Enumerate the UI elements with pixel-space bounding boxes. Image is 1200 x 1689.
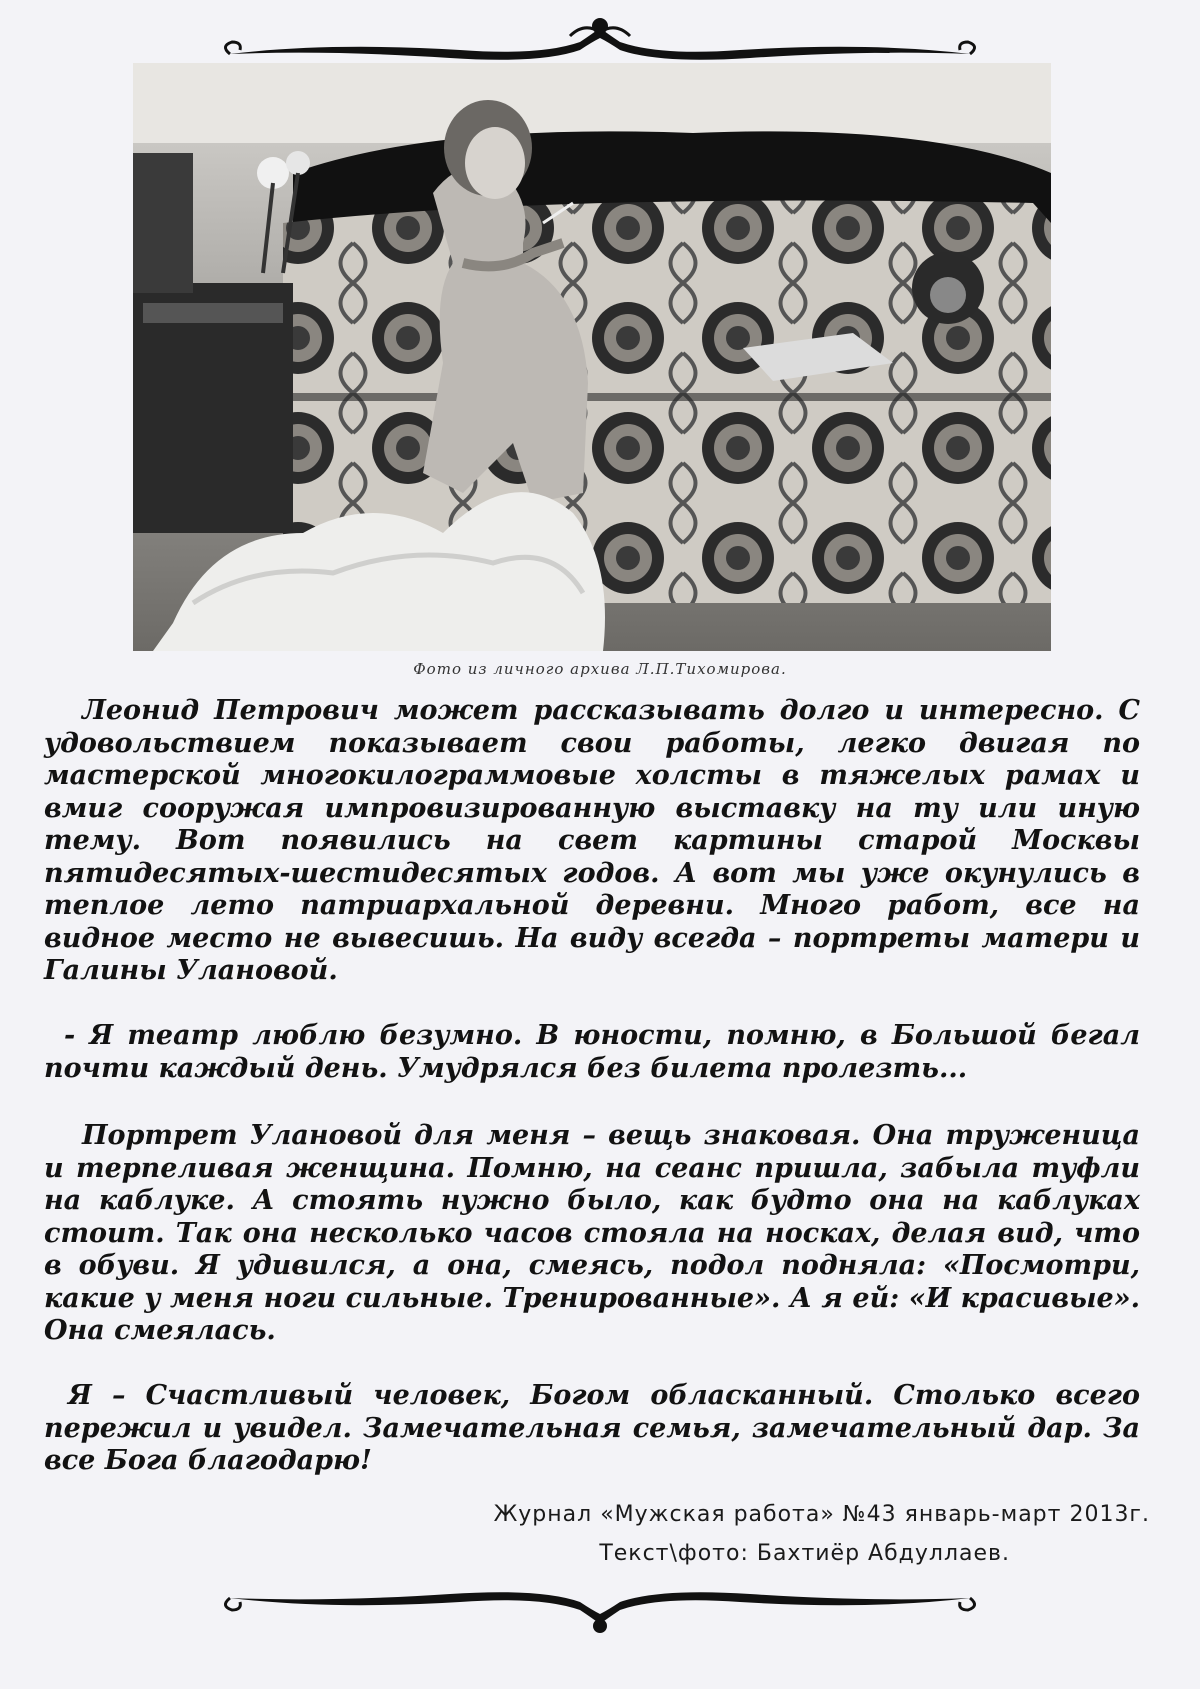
bottom-ornament bbox=[210, 1580, 990, 1640]
photo-caption: Фото из личного архива Л.П.Тихомирова. bbox=[413, 660, 787, 678]
article-paragraph: Я – Счастливый человек, Богом обласканный. Столько всего пережил и увидел. Замечательная семья, замечательный дар. За все Бога благодарю! bbox=[44, 1380, 1140, 1476]
article-paragraph: Леонид Петрович может рассказывать долго и интересно. С удовольствием показывает свои работы, легко двигая по мастерской многокилограммовые холсты в тяжелых рамах и вмиг сооружая импровизированную выставку на ту или иную тему. Вот появились на свет картины старой Москвы пятидесятых-шестидесятых годов. А вот мы уже окунулись в теплое лето патриархальной деревни. Много работ, все на видное место не вывесишь. На виду всегда – портреты матери и Галины Улановой. bbox=[44, 695, 1140, 986]
archive-photo bbox=[133, 63, 1051, 651]
source-credits: Текст\фото: Бахтиёр Абдуллаев. bbox=[599, 1541, 1010, 1566]
article-paragraph: Портрет Улановой для меня – вещь знаковая. Она труженица и терпеливая женщина. Помню, на сеанс пришла, забыла туфли на каблуке. А стоять нужно было, как будто она на каблуках стоит. Так она несколько часов стояла на носках, делая вид, что в обуви. Я удивился, а она, смеясь, подол подняла: «Посмотри, какие у меня ноги сильные. Тренированные». А я ей: «И красивые». Она смеялась. bbox=[44, 1120, 1140, 1346]
article-paragraph: - Я театр люблю безумно. В юности, помню, в Большой бегал почти каждый день. Умудрялся без билета пролезть... bbox=[44, 1020, 1140, 1084]
source-magazine: Журнал «Мужская работа» №43 январь-март 2013г. bbox=[493, 1502, 1150, 1527]
